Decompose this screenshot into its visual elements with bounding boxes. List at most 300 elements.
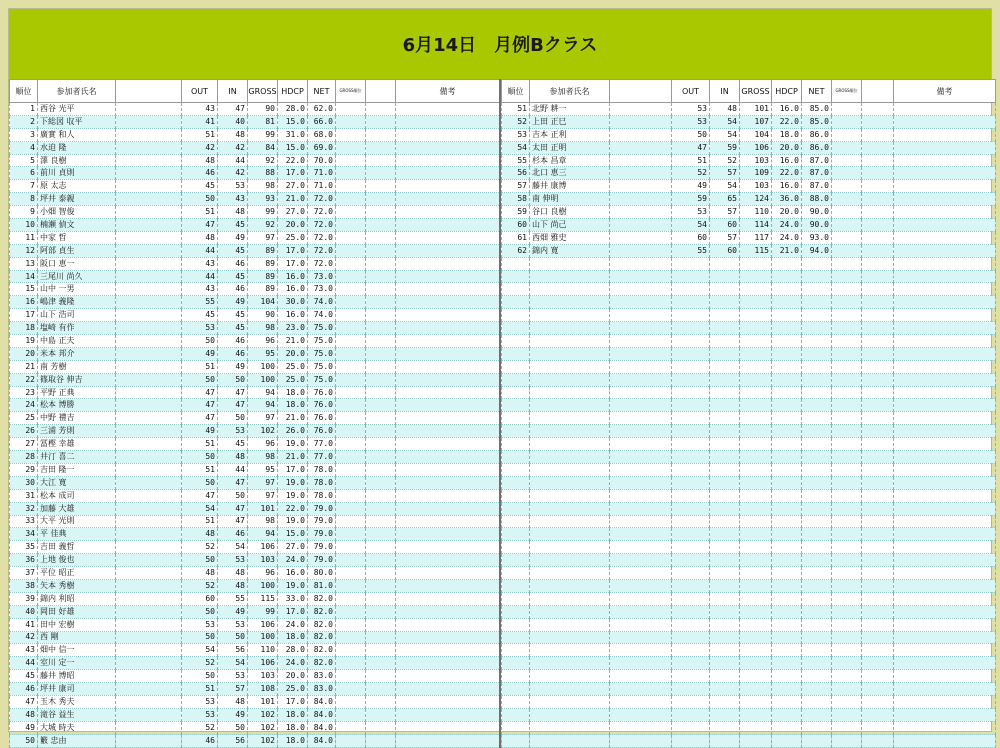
rank-cell: 31 xyxy=(10,489,38,502)
table-row xyxy=(10,631,500,644)
gross-header: GROSS xyxy=(248,80,278,103)
hdcp-cell: 19.0 xyxy=(278,476,308,489)
out-cell: 52 xyxy=(672,167,710,180)
in-cell xyxy=(710,463,740,476)
blank-cell xyxy=(116,283,182,296)
net-cell: 83.0 xyxy=(308,670,336,683)
note-cell xyxy=(894,103,996,116)
rank-cell xyxy=(502,451,530,464)
net-cell xyxy=(802,489,832,502)
table-row xyxy=(10,360,500,373)
gross-rank-cell xyxy=(336,670,366,683)
blank-cell-2 xyxy=(862,141,894,154)
blank-cell-2 xyxy=(366,554,396,567)
table-row xyxy=(502,528,996,541)
name-cell: 塩崎 有作 xyxy=(38,322,116,335)
net-cell xyxy=(802,322,832,335)
out-cell: 53 xyxy=(182,708,218,721)
name-cell: 阿部 貞生 xyxy=(38,244,116,257)
blank-cell xyxy=(610,103,672,116)
note-cell xyxy=(894,283,996,296)
rank-cell: 56 xyxy=(502,167,530,180)
table-row xyxy=(10,154,500,167)
blank-cell-2 xyxy=(366,463,396,476)
table-row xyxy=(502,541,996,554)
net-cell xyxy=(802,605,832,618)
note-cell xyxy=(396,154,500,167)
rank-cell: 10 xyxy=(10,219,38,232)
net-cell: 90.0 xyxy=(802,219,832,232)
gross-cell: 95 xyxy=(248,347,278,360)
net-cell: 62.0 xyxy=(308,103,336,116)
in-cell xyxy=(710,695,740,708)
rank-cell xyxy=(502,502,530,515)
table-row xyxy=(502,103,996,116)
name-cell xyxy=(530,605,610,618)
name-cell: 滝谷 益生 xyxy=(38,708,116,721)
in-cell: 54 xyxy=(710,180,740,193)
net-cell: 84.0 xyxy=(308,708,336,721)
gross-rank-cell xyxy=(832,528,862,541)
blank-header xyxy=(116,80,182,103)
rank-cell: 5 xyxy=(10,154,38,167)
out-cell xyxy=(672,386,710,399)
hdcp-cell xyxy=(772,257,802,270)
rank-cell: 51 xyxy=(502,103,530,116)
note-cell xyxy=(396,373,500,386)
name-cell: 大城 時夫 xyxy=(38,721,116,734)
name-cell: 冨樫 幸雄 xyxy=(38,438,116,451)
rank-cell xyxy=(502,360,530,373)
name-cell: 杉本 昌章 xyxy=(530,154,610,167)
gross-cell: 93 xyxy=(248,193,278,206)
name-cell: 錦内 寛 xyxy=(530,244,610,257)
hdcp-cell: 20.0 xyxy=(772,206,802,219)
net-cell xyxy=(802,528,832,541)
table-row xyxy=(502,631,996,644)
blank-cell xyxy=(610,206,672,219)
net-cell xyxy=(802,309,832,322)
out-cell: 46 xyxy=(182,734,218,747)
gross-rank-cell xyxy=(832,206,862,219)
note-cell xyxy=(894,683,996,696)
in-cell: 55 xyxy=(218,592,248,605)
gross-cell: 117 xyxy=(740,231,772,244)
out-cell xyxy=(672,425,710,438)
blank-cell xyxy=(116,721,182,734)
blank-cell xyxy=(116,399,182,412)
in-cell xyxy=(710,322,740,335)
rank-cell: 22 xyxy=(10,373,38,386)
rank-cell xyxy=(502,463,530,476)
gross-rank-cell xyxy=(336,309,366,322)
name-cell xyxy=(530,451,610,464)
gross-rank-cell xyxy=(832,721,862,734)
name-cell: 谷口 良樹 xyxy=(530,206,610,219)
gross-cell xyxy=(740,541,772,554)
table-row xyxy=(10,309,500,322)
gross-cell: 108 xyxy=(248,683,278,696)
hdcp-cell: 31.0 xyxy=(278,128,308,141)
name-cell: 米本 邦介 xyxy=(38,347,116,360)
blank-cell xyxy=(116,206,182,219)
note-cell xyxy=(396,335,500,348)
note-cell xyxy=(894,502,996,515)
note-cell xyxy=(894,154,996,167)
gross-cell: 106 xyxy=(248,657,278,670)
table-row xyxy=(10,592,500,605)
blank-cell-2 xyxy=(366,373,396,386)
net-cell xyxy=(802,657,832,670)
in-cell: 47 xyxy=(218,476,248,489)
net-cell: 81.0 xyxy=(308,579,336,592)
note-cell xyxy=(894,605,996,618)
out-cell: 51 xyxy=(182,360,218,373)
gross-rank-cell xyxy=(832,154,862,167)
name-cell xyxy=(530,695,610,708)
gross-cell xyxy=(740,618,772,631)
table-row xyxy=(10,438,500,451)
note-cell xyxy=(396,399,500,412)
note-cell xyxy=(396,515,500,528)
hdcp-cell: 22.0 xyxy=(278,502,308,515)
net-cell xyxy=(802,567,832,580)
out-cell xyxy=(672,502,710,515)
hdcp-cell: 15.0 xyxy=(278,115,308,128)
blank-cell xyxy=(116,180,182,193)
gross-rank-cell xyxy=(336,631,366,644)
gross-rank-cell xyxy=(832,657,862,670)
rank-cell xyxy=(502,438,530,451)
table-row xyxy=(10,219,500,232)
blank-cell xyxy=(116,670,182,683)
name-cell: 吉田 隆一 xyxy=(38,463,116,476)
gross-rank-cell xyxy=(336,683,366,696)
out-cell xyxy=(672,579,710,592)
name-cell xyxy=(530,322,610,335)
blank-cell-2 xyxy=(862,721,894,734)
rank-cell: 19 xyxy=(10,335,38,348)
blank-cell-2 xyxy=(366,489,396,502)
blank-cell-2 xyxy=(862,231,894,244)
name-cell: 平位 昭正 xyxy=(38,567,116,580)
name-cell xyxy=(530,528,610,541)
note-cell xyxy=(396,412,500,425)
table-row xyxy=(10,734,500,747)
rank-cell: 33 xyxy=(10,515,38,528)
gross-cell xyxy=(740,631,772,644)
out-cell: 53 xyxy=(672,115,710,128)
blank-cell-2 xyxy=(862,644,894,657)
net-cell: 79.0 xyxy=(308,528,336,541)
gross-cell: 94 xyxy=(248,528,278,541)
table-row xyxy=(502,618,996,631)
name-cell: 山下 浩司 xyxy=(38,309,116,322)
hdcp-cell: 24.0 xyxy=(278,554,308,567)
table-row xyxy=(10,193,500,206)
net-cell: 85.0 xyxy=(802,103,832,116)
blank-cell-2 xyxy=(366,605,396,618)
in-header: IN xyxy=(218,80,248,103)
out-cell: 59 xyxy=(672,193,710,206)
gross-cell: 88 xyxy=(248,167,278,180)
blank-header-2 xyxy=(862,80,894,103)
in-cell xyxy=(710,734,740,747)
blank-cell-2 xyxy=(366,270,396,283)
net-cell xyxy=(802,592,832,605)
in-cell xyxy=(710,683,740,696)
hdcp-cell: 20.0 xyxy=(772,141,802,154)
hdcp-cell xyxy=(772,721,802,734)
gross-cell xyxy=(740,476,772,489)
gross-rank-cell xyxy=(832,695,862,708)
note-cell xyxy=(894,270,996,283)
net-cell: 86.0 xyxy=(802,128,832,141)
net-cell xyxy=(802,360,832,373)
gross-cell: 99 xyxy=(248,206,278,219)
rank-cell xyxy=(502,335,530,348)
blank-cell xyxy=(610,463,672,476)
note-cell xyxy=(396,605,500,618)
blank-cell-2 xyxy=(862,283,894,296)
in-cell: 50 xyxy=(218,373,248,386)
hdcp-cell: 22.0 xyxy=(772,167,802,180)
in-cell xyxy=(710,657,740,670)
note-cell xyxy=(396,167,500,180)
gross-rank-cell xyxy=(336,347,366,360)
note-cell xyxy=(894,257,996,270)
blank-cell xyxy=(610,592,672,605)
gross-cell: 89 xyxy=(248,270,278,283)
blank-cell-2 xyxy=(862,515,894,528)
gross-cell xyxy=(740,347,772,360)
gross-cell: 103 xyxy=(248,554,278,567)
hdcp-cell: 18.0 xyxy=(278,721,308,734)
in-cell: 54 xyxy=(710,128,740,141)
rank-cell: 43 xyxy=(10,644,38,657)
gross-rank-cell xyxy=(832,373,862,386)
name-cell: 平野 正典 xyxy=(38,386,116,399)
table-row xyxy=(10,296,500,309)
blank-cell xyxy=(116,489,182,502)
gross-rank-cell xyxy=(832,412,862,425)
note-header: 備考 xyxy=(396,80,500,103)
blank-cell-2 xyxy=(366,515,396,528)
note-cell xyxy=(396,463,500,476)
net-cell: 79.0 xyxy=(308,502,336,515)
hdcp-cell: 25.0 xyxy=(278,683,308,696)
gross-cell xyxy=(740,322,772,335)
hdcp-cell: 19.0 xyxy=(278,515,308,528)
hdcp-cell xyxy=(772,270,802,283)
hdcp-cell: 21.0 xyxy=(278,412,308,425)
blank-cell-2 xyxy=(862,708,894,721)
hdcp-cell: 27.0 xyxy=(278,206,308,219)
name-cell: 加藤 大雄 xyxy=(38,502,116,515)
blank-cell-2 xyxy=(366,193,396,206)
blank-cell xyxy=(116,541,182,554)
blank-cell-2 xyxy=(366,154,396,167)
blank-cell xyxy=(610,605,672,618)
out-cell: 47 xyxy=(672,141,710,154)
in-cell: 45 xyxy=(218,309,248,322)
out-cell: 47 xyxy=(182,386,218,399)
gross-rank-header: GROSS順位 xyxy=(336,80,366,103)
gross-cell: 109 xyxy=(740,167,772,180)
note-cell xyxy=(396,386,500,399)
gross-rank-cell xyxy=(336,128,366,141)
rank-cell: 35 xyxy=(10,541,38,554)
gross-rank-cell xyxy=(832,399,862,412)
gross-rank-cell xyxy=(336,644,366,657)
gross-cell xyxy=(740,438,772,451)
in-cell: 47 xyxy=(218,502,248,515)
out-cell: 50 xyxy=(182,193,218,206)
blank-cell xyxy=(610,515,672,528)
hdcp-cell: 18.0 xyxy=(278,631,308,644)
rank-cell: 37 xyxy=(10,567,38,580)
table-row xyxy=(10,257,500,270)
blank-cell xyxy=(116,644,182,657)
in-cell: 54 xyxy=(218,541,248,554)
rank-cell: 21 xyxy=(10,360,38,373)
note-cell xyxy=(396,554,500,567)
note-cell xyxy=(396,657,500,670)
out-cell: 47 xyxy=(182,399,218,412)
gross-cell: 81 xyxy=(248,115,278,128)
rank-cell: 34 xyxy=(10,528,38,541)
net-header: NET xyxy=(802,80,832,103)
blank-cell-2 xyxy=(862,554,894,567)
out-cell xyxy=(672,399,710,412)
rank-cell: 49 xyxy=(10,721,38,734)
gross-cell: 115 xyxy=(740,244,772,257)
gross-rank-cell xyxy=(832,438,862,451)
blank-cell xyxy=(610,708,672,721)
in-cell: 42 xyxy=(218,141,248,154)
table-row xyxy=(502,206,996,219)
blank-cell xyxy=(116,657,182,670)
gross-cell xyxy=(740,502,772,515)
name-cell: 井汀 喜二 xyxy=(38,451,116,464)
name-cell xyxy=(530,515,610,528)
blank-cell xyxy=(610,657,672,670)
table-row xyxy=(502,734,996,747)
blank-cell xyxy=(116,618,182,631)
name-cell xyxy=(530,734,610,747)
blank-cell xyxy=(116,270,182,283)
blank-cell-2 xyxy=(366,592,396,605)
out-cell: 47 xyxy=(182,412,218,425)
hdcp-cell xyxy=(772,528,802,541)
net-cell: 72.0 xyxy=(308,206,336,219)
note-cell xyxy=(894,180,996,193)
gross-rank-cell xyxy=(336,618,366,631)
sheet-frame xyxy=(8,8,992,745)
blank-cell xyxy=(116,438,182,451)
table-row xyxy=(502,657,996,670)
blank-cell-2 xyxy=(366,528,396,541)
gross-rank-cell xyxy=(336,502,366,515)
gross-cell: 90 xyxy=(248,103,278,116)
net-cell: 75.0 xyxy=(308,322,336,335)
rank-cell: 8 xyxy=(10,193,38,206)
header-row xyxy=(10,80,500,103)
rank-cell: 46 xyxy=(10,683,38,696)
in-cell: 47 xyxy=(218,103,248,116)
net-cell xyxy=(802,721,832,734)
rank-cell: 53 xyxy=(502,128,530,141)
out-cell: 44 xyxy=(182,270,218,283)
out-cell xyxy=(672,605,710,618)
blank-cell xyxy=(116,476,182,489)
gross-cell xyxy=(740,309,772,322)
table-row xyxy=(502,644,996,657)
gross-cell: 99 xyxy=(248,605,278,618)
name-cell: 松本 成司 xyxy=(38,489,116,502)
table-row xyxy=(502,708,996,721)
hdcp-cell: 20.0 xyxy=(278,670,308,683)
out-header: OUT xyxy=(672,80,710,103)
gross-cell xyxy=(740,296,772,309)
rank-cell: 7 xyxy=(10,180,38,193)
out-cell: 51 xyxy=(182,515,218,528)
out-cell: 51 xyxy=(672,154,710,167)
hdcp-cell xyxy=(772,309,802,322)
out-cell: 47 xyxy=(182,489,218,502)
name-cell: 澤 良樹 xyxy=(38,154,116,167)
out-cell xyxy=(672,721,710,734)
gross-rank-cell xyxy=(336,231,366,244)
gross-rank-cell xyxy=(832,592,862,605)
blank-cell xyxy=(116,425,182,438)
hdcp-cell: 21.0 xyxy=(772,244,802,257)
out-cell xyxy=(672,734,710,747)
note-cell xyxy=(396,193,500,206)
in-cell: 48 xyxy=(218,695,248,708)
gross-cell: 84 xyxy=(248,141,278,154)
gross-rank-cell xyxy=(832,451,862,464)
hdcp-cell xyxy=(772,322,802,335)
rank-cell xyxy=(502,283,530,296)
gross-cell: 107 xyxy=(740,115,772,128)
gross-cell: 100 xyxy=(248,631,278,644)
name-cell xyxy=(530,670,610,683)
gross-rank-cell xyxy=(832,128,862,141)
hdcp-cell: 17.0 xyxy=(278,257,308,270)
note-cell xyxy=(894,141,996,154)
blank-cell-2 xyxy=(862,567,894,580)
gross-rank-cell xyxy=(336,579,366,592)
rank-cell: 18 xyxy=(10,322,38,335)
hdcp-cell: 21.0 xyxy=(278,193,308,206)
table-row xyxy=(10,399,500,412)
name-cell: 田中 宏樹 xyxy=(38,618,116,631)
gross-header: GROSS xyxy=(740,80,772,103)
note-cell xyxy=(894,579,996,592)
gross-cell: 110 xyxy=(248,644,278,657)
name-cell: 籔 忠由 xyxy=(38,734,116,747)
in-cell xyxy=(710,541,740,554)
gross-cell: 97 xyxy=(248,489,278,502)
blank-cell-2 xyxy=(366,631,396,644)
name-cell xyxy=(530,541,610,554)
name-cell: 大平 光則 xyxy=(38,515,116,528)
note-cell xyxy=(396,721,500,734)
gross-rank-cell xyxy=(336,567,366,580)
hdcp-cell: 25.0 xyxy=(278,231,308,244)
gross-cell: 106 xyxy=(248,618,278,631)
